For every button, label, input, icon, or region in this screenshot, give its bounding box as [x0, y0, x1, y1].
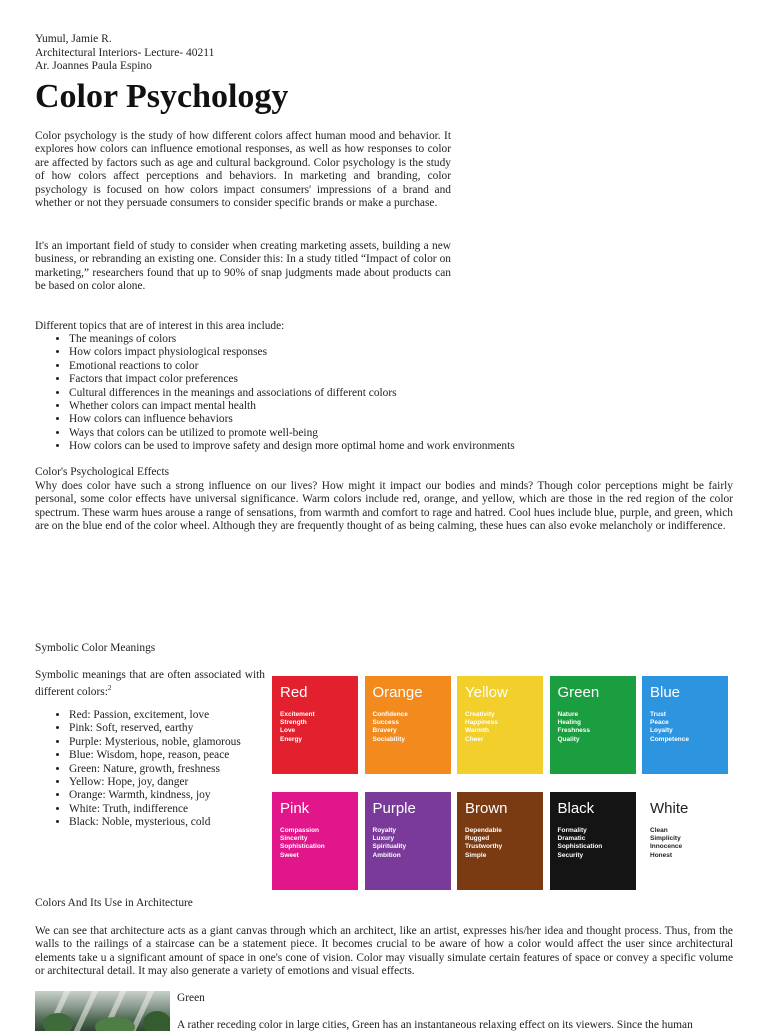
swatch-keyword: Sophistication [557, 843, 603, 851]
swatch-keyword: Happiness [465, 719, 498, 727]
list-item: • Blue: Wisdom, hope, reason, peace [69, 749, 241, 762]
swatch-keyword: Success [372, 719, 399, 727]
swatch-name: Yellow [465, 684, 508, 701]
color-swatch-pink [272, 792, 358, 890]
list-item: • Ways that colors can be utilized to promote well-being [69, 427, 515, 440]
author-name: Yumul, Jamie R. [35, 33, 112, 45]
topics-list [35, 333, 515, 454]
swatch-keyword: Bravery [372, 727, 397, 735]
swatch-keyword: Dependable [465, 827, 502, 834]
course-line: Architectural Interiors- Lecture- 40211 [35, 46, 215, 59]
list-item: • Black: Noble, mysterious, cold [69, 816, 241, 829]
swatch-keyword: Simplicity [650, 835, 681, 843]
swatch-name: Blue [650, 684, 681, 701]
green-paragraph: A rather receding color in large cities, Green has an instantaneous relaxing effect on its viewers. Since the human [177, 1019, 693, 1031]
swatch-keyword: Quality [557, 735, 580, 743]
color-swatch-blue [642, 676, 728, 774]
list-item: • White: Truth, indifference [69, 803, 241, 816]
swatch-keyword: Freshness [557, 727, 591, 735]
swatch-keyword: Peace [650, 719, 669, 727]
swatch-keyword: Healing [557, 719, 581, 727]
effects-paragraph: Why does color have such a strong influence on our lives? How might it impact our bodies and minds? Though color perceptions might be fairly personal, some color effects have universal significance. Warm colors include red, orange, and yellow, which are those in the red region of the color spectrum. These warm hues arouse a range of sensations, from warmth and comfort to rage and hatred. Cool hues include blue, purple, and green, which are on the blue end of the color wheel. Although they are frequently thought of as being calming, these hues can also evoke melancholy or indifference. [35, 480, 733, 533]
list-item: • Pink: Soft, reserved, earthy [69, 722, 241, 735]
swatch-keyword: Nature [557, 711, 579, 718]
swatch-keyword: Spirituality [372, 843, 407, 851]
color-swatch-white [642, 792, 728, 890]
color-swatch-yellow [457, 676, 543, 774]
swatch-keyword: Formality [557, 827, 587, 834]
swatch-keyword: Ambition [372, 851, 401, 859]
swatch-keyword: Strength [280, 719, 307, 727]
swatch-keyword: Trustworthy [465, 843, 503, 851]
list-item: • The meanings of colors [69, 333, 515, 346]
swatch-name: Green [557, 684, 600, 701]
list-item: • Orange: Warmth, kindness, joy [69, 789, 241, 802]
color-swatch-brown [457, 792, 543, 890]
swatch-keyword: Honest [650, 851, 673, 859]
swatch-keyword: Energy [280, 735, 303, 743]
swatch-keyword: Luxury [372, 835, 395, 843]
green-interior-photo [35, 991, 170, 1031]
swatch-keyword: Royalty [372, 827, 396, 834]
intro-paragraph-2: It's an important field of study to consider when creating marketing assets, building a new business, or rebranding an existing one. Consider this: In a study titled “Impact of color on marketing,” researchers found that up to 90% of snap judgments made about products can be based on color alone. [35, 240, 451, 293]
swatch-keyword: Confidence [372, 711, 408, 718]
swatch-name: Pink [280, 800, 310, 817]
list-item: • Red: Passion, excitement, love [69, 709, 241, 722]
instructor-line: Ar. Joannes Paula Espino [35, 60, 152, 72]
list-item: • Factors that impact color preferences [69, 373, 515, 386]
topics-lead: Different topics that are of interest in this area include: [35, 320, 285, 332]
color-swatch-orange [365, 676, 451, 774]
swatch-keyword: Innocence [650, 843, 683, 851]
list-item: • Yellow: Hope, joy, danger [69, 776, 241, 789]
list-item: • Cultural differences in the meanings and associations of different colors [69, 387, 515, 400]
author-header [35, 33, 214, 74]
intro-paragraph-1: Color psychology is the study of how different colors affect human mood and behavior. It explores how colors can influence emotional responses, as well as how responses to color are affected by factors such as age and cultural background. Color psychology is the study of how colors affect perceptions and behaviors. In marketing and branding, color psychology is focused on how colors impact consumers' impressions of a brand and whether or not they persuade consumers to consider specific brands or make a purchase. [35, 130, 451, 210]
footnote-marker: 2 [107, 684, 112, 693]
list-item: • How colors impact physiological responses [69, 346, 515, 359]
architecture-paragraph: We can see that architecture acts as a giant canvas through which an architect, like an artist, expresses his/her idea and thought process. Thus, from the walls to the railings of a staircase can be a statement piece. It becomes crucial to be aware of how a color would affect the user since architectural elements take u a significant amount of space in one's cone of vision. Color may visually simulate certain features of space or convey a specific volume or architectural detail. It may also generate a variety of emotions and visual effects. [35, 925, 733, 978]
symbolic-lead-text: Symbolic meanings that are often associated with different colors: [35, 669, 265, 699]
swatch-keyword: Security [557, 851, 584, 859]
swatch-name: Orange [372, 684, 423, 701]
swatch-keyword: Clean [650, 827, 668, 834]
swatch-keyword: Creativity [465, 711, 495, 718]
symbolic-lead [35, 669, 265, 700]
swatch-name: Red [280, 684, 308, 701]
swatch-keyword: Trust [650, 711, 666, 718]
swatch-keyword: Sincerity [280, 835, 308, 843]
swatch-keyword: Warmth [465, 727, 489, 735]
architecture-heading: Colors And Its Use in Architecture [35, 897, 193, 909]
color-swatch-red [272, 676, 358, 774]
swatch-keyword: Love [280, 727, 296, 735]
list-item: • How colors can influence behaviors [69, 413, 515, 426]
swatch-keyword: Cheer [465, 735, 484, 743]
color-swatch-black [550, 792, 636, 890]
green-heading: Green [177, 992, 205, 1004]
swatch-keyword: Sweet [280, 851, 299, 859]
symbolic-list [35, 709, 241, 830]
symbolic-heading: Symbolic Color Meanings [35, 642, 156, 654]
swatch-keyword: Competence [650, 735, 690, 743]
page-title: Color Psychology [35, 78, 289, 115]
swatch-keyword: Simple [465, 851, 487, 859]
list-item: • How colors can be used to improve safety and design more optimal home and work environments [69, 440, 515, 453]
swatch-keyword: Sophistication [280, 843, 325, 851]
color-meanings-graphic [272, 676, 728, 890]
swatch-keyword: Dramatic [557, 835, 586, 843]
swatch-name: Purple [372, 800, 416, 817]
swatch-name: Black [557, 800, 595, 817]
swatch-keyword: Excitement [280, 711, 315, 718]
effects-heading: Color's Psychological Effects [35, 466, 170, 478]
swatch-keyword: Sociability [372, 735, 406, 743]
list-item: • Green: Nature, growth, freshness [69, 763, 241, 776]
swatch-keyword: Compassion [280, 827, 320, 834]
list-item: • Emotional reactions to color [69, 360, 515, 373]
list-item: • Purple: Mysterious, noble, glamorous [69, 736, 241, 749]
color-swatch-purple [365, 792, 451, 890]
color-swatch-green [550, 676, 636, 774]
swatch-keyword: Loyalty [650, 727, 673, 735]
swatch-keyword: Rugged [465, 835, 490, 843]
list-item: • Whether colors can impact mental health [69, 400, 515, 413]
swatch-name: White [650, 800, 689, 817]
swatch-name: Brown [465, 800, 508, 817]
